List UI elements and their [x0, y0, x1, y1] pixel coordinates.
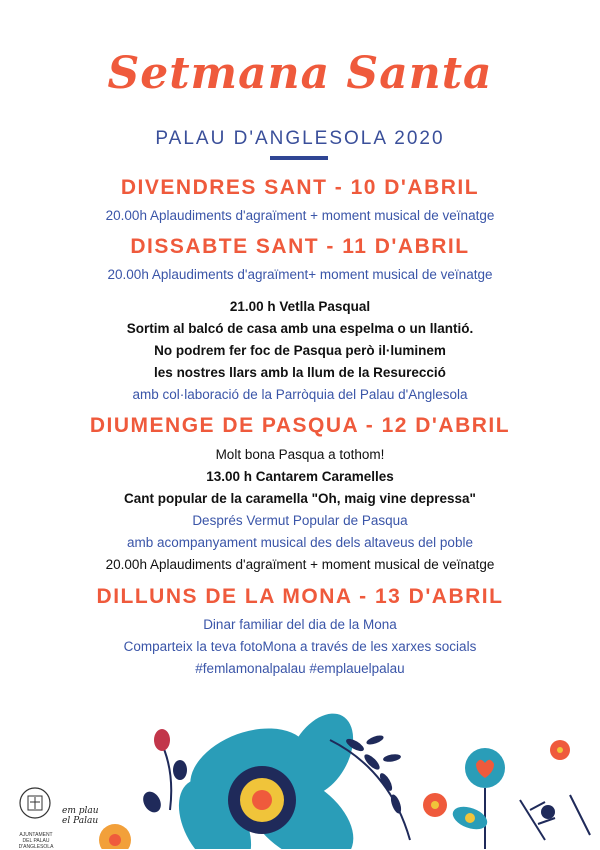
municipal-seal-icon — [18, 786, 52, 828]
brand-line: em plau — [62, 806, 99, 816]
heart-flower-icon — [465, 748, 505, 849]
brand-logo — [62, 806, 99, 826]
day-heading-saturday: DISSABTE SANT - 11 D'ABRIL — [130, 235, 470, 258]
event-line: 20.00h Aplaudiments d'agraïment+ moment musical de veïnatge — [107, 267, 493, 282]
page-subtitle: PALAU D'ANGLESOLA 2020 — [155, 128, 445, 149]
event-line: #femlamonalpalau #emplauelpalau — [195, 661, 405, 676]
event-line: amb col·laboració de la Parròquia del Palau d'Anglesola — [132, 387, 468, 402]
event-line: 21.00 h Vetlla Pasqual — [229, 299, 371, 314]
event-line: Sortim al balcó de casa amb una espelma o un llantió. — [126, 321, 474, 336]
day-heading-sunday: DIUMENGE DE PASQUA - 12 D'ABRIL — [89, 414, 511, 437]
teal-flower-icon — [164, 702, 370, 849]
day-heading-monday: DILLUNS DE LA MONA - 13 D'ABRIL — [96, 585, 504, 608]
event-line: amb acompanyament musical des dels altaveus del poble — [127, 535, 473, 550]
event-line: les nostres llars amb la llum de la Resurecció — [154, 365, 446, 380]
berry-dark-icon — [541, 805, 555, 819]
page-title: Setmana Santa — [107, 48, 493, 99]
sprig-icon — [520, 795, 590, 840]
event-line: Després Vermut Popular de Pasqua — [192, 513, 408, 528]
event-line: 13.00 h Cantarem Caramelles — [206, 469, 394, 484]
event-line: Cant popular de la caramella "Oh, maig vine depressa" — [124, 491, 476, 506]
orange-flower-icon — [99, 824, 131, 849]
event-line: 20.00h Aplaudiments d'agraïment + moment musical de veïnatge — [105, 557, 495, 572]
floral-illustration — [0, 700, 600, 849]
day-heading-friday: DIVENDRES SANT - 10 D'ABRIL — [120, 176, 480, 199]
brand-line: el Palau — [62, 816, 99, 826]
event-line: Dinar familiar del dia de la Mona — [203, 617, 397, 632]
title-underline — [270, 156, 328, 160]
event-line: Molt bona Pasqua a tothom! — [215, 447, 385, 462]
event-line: No podrem fer foc de Pasqua però il·luminem — [154, 343, 446, 358]
event-line: Comparteix la teva fotoMona a través de les xarxes socials — [123, 639, 477, 654]
seal-caption: AJUNTAMENT DEL PALAU D'ANGLESOLA — [18, 832, 54, 850]
event-line: 20.00h Aplaudiments d'agraïment + moment musical de veïnatge — [105, 208, 495, 223]
